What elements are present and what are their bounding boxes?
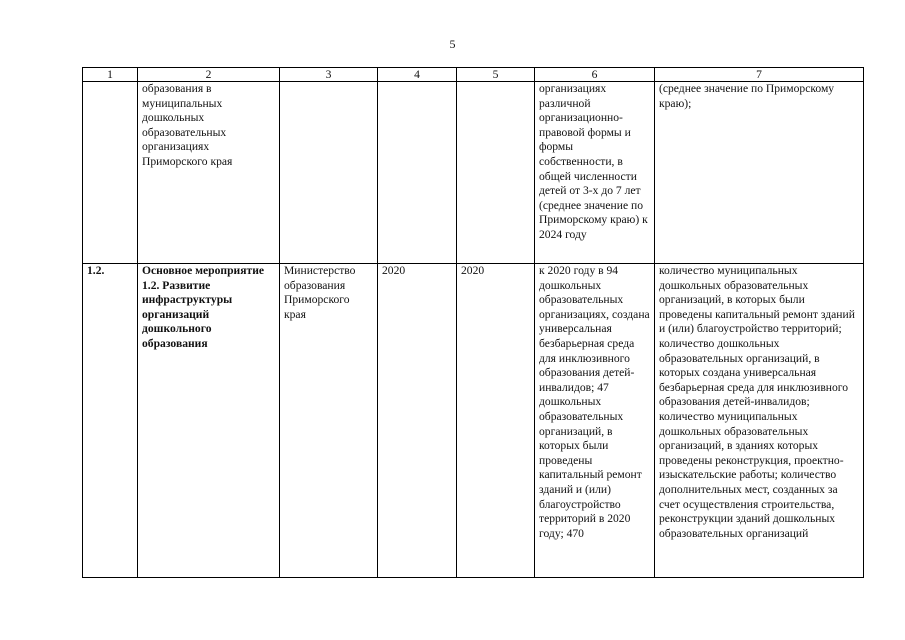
- header-cell: 6: [535, 68, 655, 82]
- table-row: [83, 264, 864, 578]
- page-number: 5: [449, 37, 456, 51]
- header-cell: 7: [655, 68, 864, 82]
- end-year-cell: [457, 82, 535, 264]
- header-cell: 3: [280, 68, 378, 82]
- activity-name-cell: Основное мероприятие 1.2. Развитие инфраструктуры организаций дошкольного образования: [138, 264, 280, 578]
- header-cell: 4: [378, 68, 457, 82]
- indicator-cell: (среднее значение по Приморскому краю);: [655, 82, 864, 264]
- table-header-row: [83, 68, 864, 82]
- end-year-cell: 2020: [457, 264, 535, 578]
- header-cell: 2: [138, 68, 280, 82]
- activity-name-cell: образования в муниципальных дошкольных образовательных организациях Приморского края: [138, 82, 280, 264]
- start-year-cell: 2020: [378, 264, 457, 578]
- row-number-cell: [83, 82, 138, 264]
- header-cell: 1: [83, 68, 138, 82]
- program-table: [82, 67, 864, 578]
- executor-cell: [280, 82, 378, 264]
- start-year-cell: [378, 82, 457, 264]
- table-row: [83, 82, 864, 264]
- executor-cell: Министерство образования Приморского края: [280, 264, 378, 578]
- row-number-cell: 1.2.: [83, 264, 138, 578]
- expected-result-cell: организациях различной организационно-правовой формы и формы собственности, в общей численности детей от 3-х до 7 лет (среднее значение по Приморскому краю) к 2024 году: [535, 82, 655, 264]
- indicator-cell: количество муниципальных дошкольных образовательных организаций, в которых были проведены капитальный ремонт зданий и (или) благоустройство территорий; количество дошкольных образовательных организаций, в которых создана универсальная безбарьерная среда для инклюзивного образования детей-инвалидов; количество муниципальных дошкольных образовательных организаций, в зданиях которых проведены реконструкция, проектно-изыскательские работы; количество дополнительных мест, созданных за счет осуществления строительства, реконструкции зданий дошкольных образовательных организаций: [655, 264, 864, 578]
- header-cell: 5: [457, 68, 535, 82]
- expected-result-cell: к 2020 году в 94 дошкольных образовательных организациях, создана универсальная безбарьерная среда для инклюзивного образования детей-инвалидов; 47 дошкольных образовательных организаций, в которых были проведены капитальный ремонт зданий и (или) благоустройство территорий в 2020 году; 470: [535, 264, 655, 578]
